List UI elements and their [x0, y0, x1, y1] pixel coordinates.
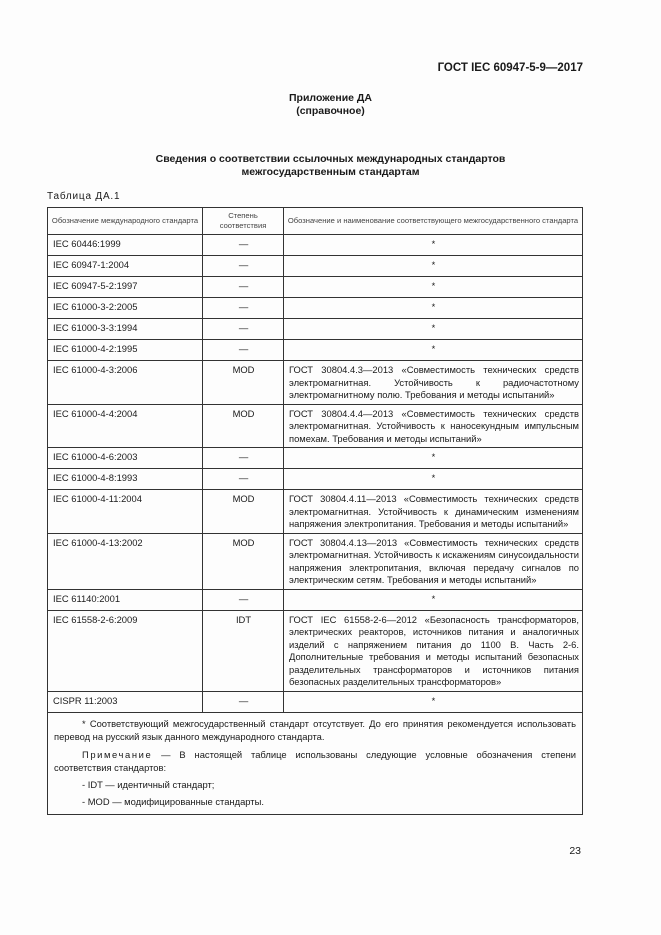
section-title-line-2: межгосударственным стандартам	[241, 166, 420, 178]
international-standard-cell: IEC 60446:1999	[48, 235, 203, 256]
table-footnote-row	[48, 712, 583, 814]
international-standard-cell: IEC 61000-4-11:2004	[48, 490, 203, 534]
note-list-item-mod: - MOD — модифицированные стандарты.	[82, 795, 264, 807]
interstate-standard-cell: *	[284, 235, 583, 256]
table-row	[48, 469, 583, 490]
note-paragraph	[54, 748, 576, 774]
international-standard-cell: IEC 60947-5-2:1997	[48, 277, 203, 298]
interstate-standard-cell: *	[284, 448, 583, 469]
interstate-standard-cell: *	[284, 589, 583, 610]
page-number: 23	[569, 845, 581, 857]
table-row	[48, 277, 583, 298]
annex-name: Приложение ДА	[289, 92, 372, 104]
table-row	[48, 235, 583, 256]
table-row	[48, 691, 583, 712]
interstate-standard-cell: *	[284, 277, 583, 298]
interstate-standard-cell: ГОСТ 30804.4.11—2013 «Совместимость технических средств электромагнитная. Устойчивость к динамическим изменениям напряжения электропитания. Требования и методы испытаний»	[284, 490, 583, 534]
international-standard-cell: IEC 61000-4-13:2002	[48, 533, 203, 589]
correspondence-table	[47, 207, 583, 815]
table-label: Таблица ДА.1	[47, 191, 121, 202]
table-row	[48, 340, 583, 361]
document-code: ГОСТ IEC 60947-5-9—2017	[437, 62, 583, 74]
degree-cell: —	[203, 469, 284, 490]
table-row	[48, 448, 583, 469]
interstate-standard-cell: *	[284, 298, 583, 319]
international-standard-cell: IEC 61000-4-3:2006	[48, 361, 203, 405]
interstate-standard-cell: ГОСТ IEC 61558-2-6—2012 «Безопасность трансформаторов, электрических реакторов, источников питания и аналогичных изделий с напряжением питания до 1100 В. Часть 2-6. Дополнительные требования и методы испытаний безопасных разделительных трансформаторов и источников питания безопасных разделительных трансформаторов»	[284, 610, 583, 691]
international-standard-cell: IEC 61000-4-8:1993	[48, 469, 203, 490]
table-row	[48, 589, 583, 610]
interstate-standard-cell: *	[284, 319, 583, 340]
interstate-standard-cell: *	[284, 691, 583, 712]
note-list-item-idt: - IDT — идентичный стандарт;	[82, 778, 215, 790]
international-standard-cell: IEC 61000-4-4:2004	[48, 404, 203, 448]
table-row	[48, 404, 583, 448]
annex-title	[0, 92, 661, 118]
degree-cell: —	[203, 235, 284, 256]
section-title-line-1: Сведения о соответствии ссылочных международных стандартов	[155, 153, 506, 165]
interstate-standard-cell: *	[284, 340, 583, 361]
degree-cell: —	[203, 340, 284, 361]
international-standard-cell: IEC 61000-3-3:1994	[48, 319, 203, 340]
degree-cell: MOD	[203, 533, 284, 589]
degree-cell: MOD	[203, 490, 284, 534]
degree-cell: IDT	[203, 610, 284, 691]
interstate-standard-cell: ГОСТ 30804.4.13—2013 «Совместимость технических средств электромагнитная. Устойчивость к искажениям синусоидальности напряжения электропитания, включая передачу сигналов по электрическим сетям. Требования и методы испытаний»	[284, 533, 583, 589]
table-row	[48, 610, 583, 691]
table-row	[48, 256, 583, 277]
international-standard-cell: IEC 61140:2001	[48, 589, 203, 610]
table-footnote	[48, 712, 583, 814]
header-international-standard: Обозначение международного стандарта	[48, 208, 203, 235]
table-row	[48, 361, 583, 405]
international-standard-cell: IEC 61558-2-6:2009	[48, 610, 203, 691]
asterisk-note: * Соответствующий межгосударственный стандарт отсутствует. До его принятия рекомендуется использовать перевод на русский язык данного международного стандарта.	[54, 717, 576, 742]
international-standard-cell: IEC 61000-4-2:1995	[48, 340, 203, 361]
table-row	[48, 319, 583, 340]
degree-cell: —	[203, 319, 284, 340]
interstate-standard-cell: ГОСТ 30804.4.3—2013 «Совместимость технических средств электромагнитная. Устойчивость к радиочастотному электромагнитному полю. Требования и методы испытаний»	[284, 361, 583, 405]
degree-cell: —	[203, 298, 284, 319]
degree-cell: —	[203, 277, 284, 298]
degree-cell: —	[203, 589, 284, 610]
international-standard-cell: CISPR 11:2003	[48, 691, 203, 712]
degree-cell: —	[203, 691, 284, 712]
annex-type: (справочное)	[296, 105, 365, 117]
header-interstate-standard: Обозначение и наименование соответствующего межгосударственного стандарта	[284, 208, 583, 235]
header-degree-of-correspondence: Степень соответствия	[203, 208, 284, 235]
international-standard-cell: IEC 61000-4-6:2003	[48, 448, 203, 469]
interstate-standard-cell: *	[284, 469, 583, 490]
interstate-standard-cell: *	[284, 256, 583, 277]
degree-cell: MOD	[203, 361, 284, 405]
note-text: — В настоящей таблице использованы следующие условные обозначения степени соответствия стандартов:	[54, 748, 576, 773]
international-standard-cell: IEC 61000-3-2:2005	[48, 298, 203, 319]
table-row	[48, 490, 583, 534]
table-row	[48, 298, 583, 319]
degree-cell: —	[203, 256, 284, 277]
degree-cell: —	[203, 448, 284, 469]
note-label: Примечание	[82, 748, 153, 760]
table-header-row	[48, 208, 583, 235]
degree-cell: MOD	[203, 404, 284, 448]
section-title	[0, 153, 661, 179]
table-row	[48, 533, 583, 589]
international-standard-cell: IEC 60947-1:2004	[48, 256, 203, 277]
interstate-standard-cell: ГОСТ 30804.4.4—2013 «Совместимость технических средств электромагнитная. Устойчивость к наносекундным импульсным помехам. Требования и методы испытаний»	[284, 404, 583, 448]
